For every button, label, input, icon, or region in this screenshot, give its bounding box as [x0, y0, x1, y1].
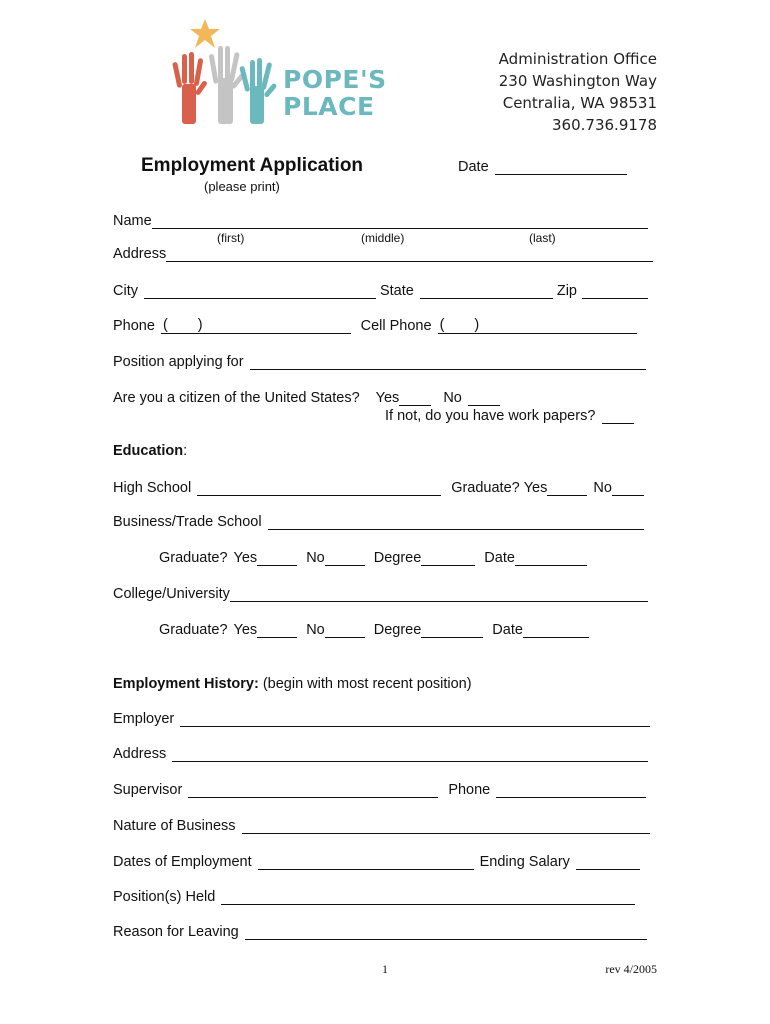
name-first-hint: (first)	[217, 231, 245, 245]
phone-area-code[interactable]	[161, 317, 205, 334]
zip-field[interactable]	[582, 283, 648, 299]
hs-graduate-label: Graduate?	[451, 480, 520, 496]
trade-no-label: No	[306, 550, 325, 566]
position-row	[113, 350, 648, 370]
history-heading	[113, 672, 472, 692]
name-field[interactable]	[152, 213, 648, 229]
salary-field[interactable]	[576, 854, 640, 870]
education-colon: :	[183, 443, 188, 459]
employer-address-row	[113, 742, 650, 762]
positions-row	[113, 885, 637, 905]
dates-row	[113, 850, 642, 870]
trade-date-label: Date	[484, 550, 515, 566]
phone-field[interactable]	[205, 318, 351, 334]
trade-yes-label: Yes	[233, 550, 258, 566]
history-note: (begin with most recent position)	[262, 676, 472, 692]
hs-yes-label: Yes	[523, 480, 548, 496]
college-graduate-label: Graduate?	[159, 622, 228, 638]
date-field[interactable]	[495, 159, 627, 175]
work-papers-question: If not, do you have work papers?	[385, 408, 596, 424]
state-label: State	[379, 283, 414, 299]
reason-label: Reason for Leaving	[113, 924, 239, 940]
trade-date-field[interactable]	[515, 550, 587, 566]
office-address	[499, 48, 657, 136]
employer-address-label: Address	[113, 746, 167, 762]
citizen-question: Are you a citizen of the United States?	[113, 390, 360, 406]
college-label: College/University	[113, 586, 230, 602]
city-field[interactable]	[144, 283, 376, 299]
employer-address-field[interactable]	[172, 746, 648, 762]
high-school-row	[113, 476, 646, 496]
positions-field[interactable]	[221, 889, 635, 905]
date-row	[458, 155, 629, 175]
cell-paren-close: )	[474, 317, 480, 333]
trade-school-row	[113, 510, 646, 530]
nature-label: Nature of Business	[113, 818, 236, 834]
name-label: Name	[113, 213, 152, 229]
trade-school-label: Business/Trade School	[113, 514, 262, 530]
name-middle-hint: (middle)	[361, 231, 405, 245]
supervisor-row	[113, 778, 648, 798]
positions-label: Position(s) Held	[113, 889, 216, 905]
college-graduate-row	[159, 618, 591, 638]
office-street: 230 Washington Way	[498, 72, 657, 90]
work-papers-field[interactable]	[602, 408, 634, 424]
address-label: Address	[113, 246, 167, 262]
supervisor-field[interactable]	[188, 782, 438, 798]
office-city: Centralia, WA 98531	[502, 94, 657, 112]
city-label: City	[113, 283, 138, 299]
supervisor-phone-field[interactable]	[496, 782, 646, 798]
cell-phone-label: Cell Phone	[360, 318, 432, 334]
trade-school-field[interactable]	[268, 514, 644, 530]
education-title: Education	[113, 443, 184, 459]
nature-field[interactable]	[242, 818, 650, 834]
logo-line-1: POPE'S	[283, 65, 387, 94]
college-yes-field[interactable]	[257, 622, 297, 638]
date-label: Date	[458, 159, 489, 175]
logo-text	[283, 66, 387, 120]
office-phone: 360.736.9178	[552, 116, 657, 134]
office-name: Administration Office	[498, 50, 657, 68]
city-row	[113, 279, 650, 299]
employer-row	[113, 707, 652, 727]
supervisor-phone-label: Phone	[448, 782, 491, 798]
cell-phone-field[interactable]	[481, 318, 637, 334]
high-school-label: High School	[113, 480, 192, 496]
college-yes-label: Yes	[233, 622, 258, 638]
citizen-row	[113, 386, 502, 406]
cell-paren-open: (	[439, 317, 445, 333]
state-field[interactable]	[420, 283, 553, 299]
hs-yes-field[interactable]	[547, 480, 587, 496]
history-title: Employment History:	[113, 676, 259, 692]
supervisor-label: Supervisor	[113, 782, 183, 798]
education-heading	[113, 439, 187, 459]
college-degree-label: Degree	[373, 622, 422, 638]
address-row	[113, 242, 655, 262]
trade-degree-label: Degree	[373, 550, 422, 566]
dates-field[interactable]	[258, 854, 474, 870]
salary-label: Ending Salary	[479, 854, 570, 870]
page-title: Employment Application	[141, 155, 364, 176]
cell-area-code[interactable]	[438, 317, 482, 334]
logo-line-2: PLACE	[283, 92, 375, 121]
position-field[interactable]	[250, 354, 646, 370]
college-date-label: Date	[492, 622, 523, 638]
phone-paren-open: (	[162, 317, 168, 333]
phone-label: Phone	[113, 318, 155, 334]
trade-graduate-label: Graduate?	[159, 550, 228, 566]
phone-paren-close: )	[197, 317, 203, 333]
page-subtitle: (please print)	[204, 179, 280, 194]
employer-label: Employer	[113, 711, 175, 727]
work-papers-row	[385, 404, 636, 424]
revision-date: rev 4/2005	[605, 962, 657, 976]
college-field[interactable]	[230, 586, 648, 602]
trade-graduate-row	[159, 546, 589, 566]
college-degree-field[interactable]	[421, 622, 483, 638]
nature-row	[113, 814, 652, 834]
position-label: Position applying for	[113, 354, 244, 370]
page-number: 1	[382, 962, 388, 976]
trade-degree-field[interactable]	[421, 550, 475, 566]
high-school-field[interactable]	[197, 480, 441, 496]
college-date-field[interactable]	[523, 622, 589, 638]
college-no-label: No	[306, 622, 325, 638]
name-row	[113, 209, 650, 229]
citizen-yes-label: Yes	[375, 390, 400, 406]
trade-no-field[interactable]	[325, 550, 365, 566]
hands-icon	[172, 46, 282, 126]
dates-label: Dates of Employment	[113, 854, 252, 870]
employer-field[interactable]	[180, 711, 650, 727]
college-no-field[interactable]	[325, 622, 365, 638]
college-row	[113, 582, 650, 602]
address-field[interactable]	[166, 246, 653, 262]
hs-no-field[interactable]	[612, 480, 644, 496]
zip-label: Zip	[556, 283, 577, 299]
hs-no-label: No	[593, 480, 612, 496]
name-last-hint: (last)	[529, 231, 556, 245]
citizen-no-label: No	[443, 390, 462, 406]
reason-row	[113, 920, 649, 940]
reason-field[interactable]	[245, 924, 647, 940]
trade-yes-field[interactable]	[257, 550, 297, 566]
phone-row	[113, 314, 639, 334]
